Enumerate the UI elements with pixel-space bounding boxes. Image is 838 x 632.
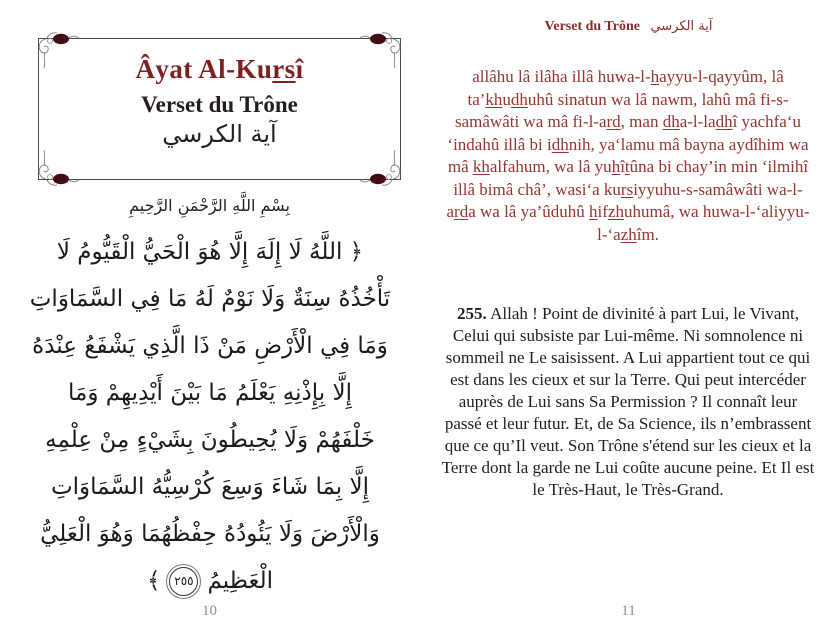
right-page-number: 11 xyxy=(621,603,636,619)
arabic-verse-block xyxy=(20,229,400,605)
arabic-verse-line: ﴿ اللَّهُ لَا إِلَهَ إِلَّا هُوَ الْحَيُّ الْقَيُّومُ لَا xyxy=(56,239,364,265)
french-translation-paragraph: 255. Allah ! Point de divinité à part Lui, le Vivant, Celui qui subsiste par Lui-même. Ni somnolence ni sommeil ne Le saisissent. A Lui appartient tout ce qui est dans les cieux et sur la Terre. Qui peut intercéder auprès de Lui sans Sa Permission ? Il connaît leur passé et leur futur. Et, de Sa Science, ils n’embrassent que ce qu’Il veut. Son Trône s'étend sur les cieux et la Terre dont la garde ne Lui coûte aucune peine. Et Il est le Très-Haut, le Très-Grand. xyxy=(441,304,815,499)
chapter-title-french: Verset du Trône xyxy=(141,92,298,117)
left-page-number: 10 xyxy=(202,603,217,619)
bismillah-calligraphy: بِسْمِ اللَّهِ الرَّحْمَنِ الرَّحِيمِ xyxy=(129,196,290,215)
running-header xyxy=(419,19,838,35)
right-page xyxy=(419,0,838,632)
arabic-verse-line: وَالْأَرْضَ وَلَا يَئُودُهُ حِفْظُهُمَا وَهُوَ الْعَلِيُّ xyxy=(40,521,380,547)
chapter-title-arabic: آية الكرسي xyxy=(162,120,277,148)
chapter-title-transliterated: Âyat Al-Kursî xyxy=(135,54,304,84)
arabic-verse-lines xyxy=(20,229,400,558)
transliteration-paragraph: allâhu lâ ilâha illâ huwa-l-hayyu-l-qayyûm, lâ ta’khudhuhû sinatun wa lâ nawm, lahû mâ fi-s-samâwâti wa mâ fi-l-ard, man dha-l-ladhî yachfa‘u ‘indahû illâ bi idhnih, ya‘lamu mâ bayna aydîhim wa mâ khalfahum, wa lâ yuhîtûna bi chay’in min ‘ilmihî illâ bimâ châ’, wasi‘a kursiyyuhu-s-samâwâti wa-l-arda wa lâ ya’ûduhû hifzhuhumâ, wa huwa-l-‘aliyyu-l-‘azhîm. xyxy=(446,67,810,244)
arabic-verse-line: إِلَّا بِإِذْنِهِ يَعْلَمُ مَا بَيْنَ أَيْدِيهِمْ وَمَا xyxy=(68,380,352,406)
arabic-verse-line: إِلَّا بِمَا شَاءَ وَسِعَ كُرْسِيُّهُ السَّمَاوَاتِ xyxy=(50,474,370,500)
corner-flourish-icon xyxy=(360,146,406,192)
title-frame xyxy=(38,38,401,180)
arabic-verse-line: خَلْفَهُمْ وَلَا يُحِيطُونَ بِشَيْءٍ مِنْ عِلْمِهِ xyxy=(45,427,375,453)
arabic-verse-line: تَأْخُذُهُ سِنَةٌ وَلَا نَوْمٌ لَهُ مَا فِي السَّمَاوَاتِ xyxy=(29,286,391,312)
running-header-arabic: آية الكرسي xyxy=(650,19,713,34)
closing-ornament-icon: ﴾ xyxy=(146,568,161,594)
arabic-verse-line: وَمَا فِي الْأَرْضِ مَنْ ذَا الَّذِي يَشْفَعُ عِنْدَهُ xyxy=(32,333,388,359)
arabic-verse-final-word: الْعَظِيمُ xyxy=(207,568,274,594)
arabic-verse-final-line xyxy=(20,558,400,605)
verse-number-circle: ٢٥٥ xyxy=(169,567,198,596)
corner-flourish-icon xyxy=(33,146,79,192)
running-header-latin: Verset du Trône xyxy=(544,19,640,34)
